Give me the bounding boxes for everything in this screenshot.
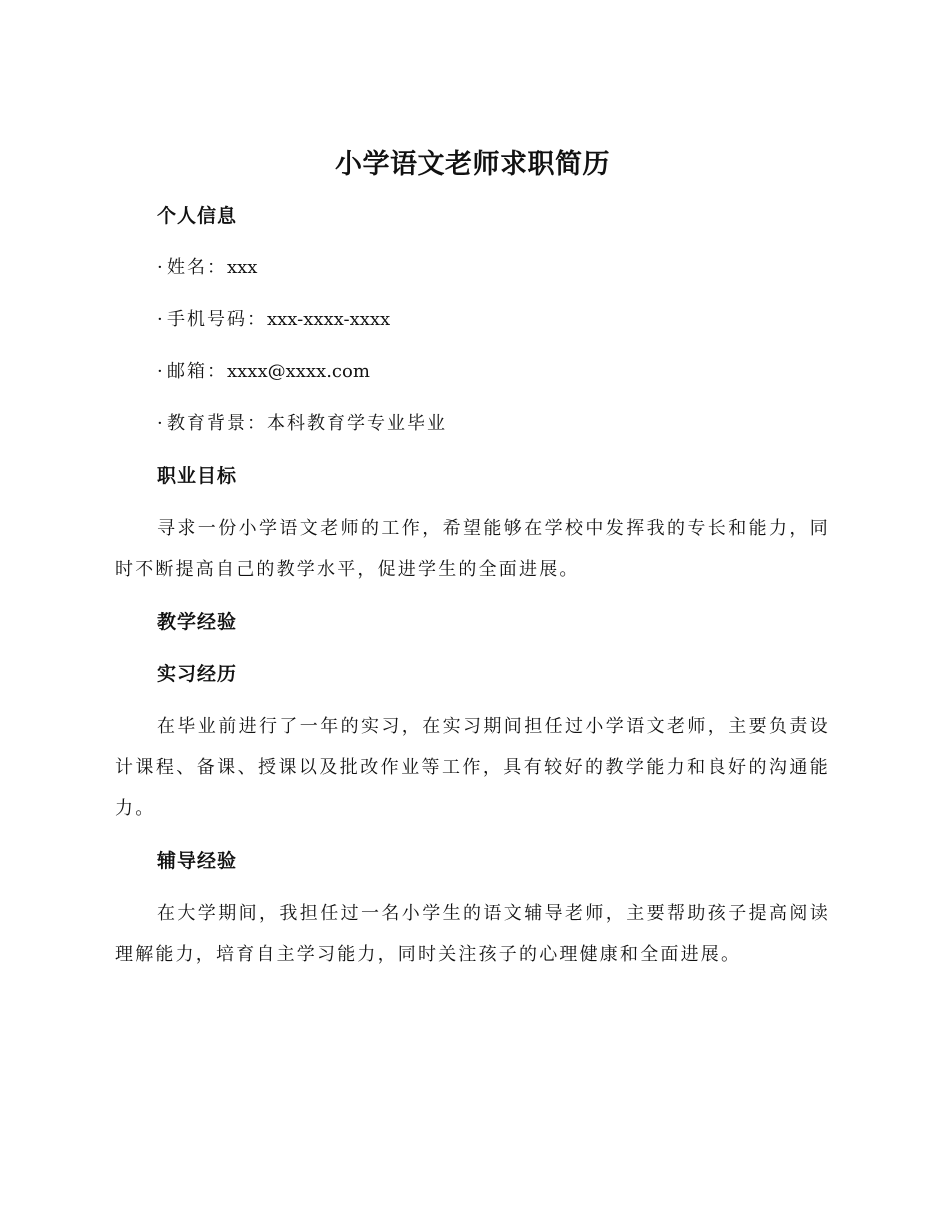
bullet-icon: · — [157, 361, 165, 382]
info-label-education: 教育背景： — [167, 413, 267, 434]
info-item-education — [115, 398, 830, 450]
section-heading-career-goal: 职业目标 — [157, 465, 238, 487]
page-title: 小学语文老师求职简历 — [335, 149, 610, 180]
section-heading-teaching-experience: 教学经验 — [157, 611, 238, 633]
tutoring-text: 在大学期间，我担任过一名小学生的语文辅导老师，主要帮助孩子提高阅读理解能力，培育自主学习能力，同时关注孩子的心理健康和全面进展。 — [115, 903, 830, 965]
info-item-phone — [115, 294, 830, 346]
career-goal-text: 寻求一份小学语文老师的工作，希望能够在学校中发挥我的专长和能力，同时不断提高自己的教学水平，促进学生的全面进展。 — [115, 518, 830, 580]
internship-text: 在毕业前进行了一年的实习，在实习期间担任过小学语文老师，主要负责设计课程、备课、授课以及批改作业等工作，具有较好的教学能力和良好的沟通能力。 — [115, 716, 830, 819]
info-label-phone: 手机号码： — [167, 309, 267, 330]
bullet-icon: · — [157, 257, 165, 278]
resume-document — [115, 140, 830, 981]
bullet-icon: · — [157, 309, 165, 330]
section-heading-personal-info: 个人信息 — [157, 205, 238, 227]
info-value-phone: xxx-xxxx-xxxx — [267, 309, 391, 330]
info-value-name: xxx — [227, 257, 258, 278]
info-item-name — [115, 242, 830, 294]
bullet-icon: · — [157, 413, 165, 434]
info-value-education: 本科教育学专业毕业 — [267, 413, 447, 434]
section-heading-internship: 实习经历 — [157, 663, 238, 685]
info-value-email: xxxx@xxxx.com — [227, 361, 370, 382]
info-label-email: 邮箱： — [167, 361, 227, 382]
info-item-email — [115, 346, 830, 398]
section-heading-tutoring: 辅导经验 — [157, 850, 238, 872]
info-label-name: 姓名： — [167, 257, 227, 278]
